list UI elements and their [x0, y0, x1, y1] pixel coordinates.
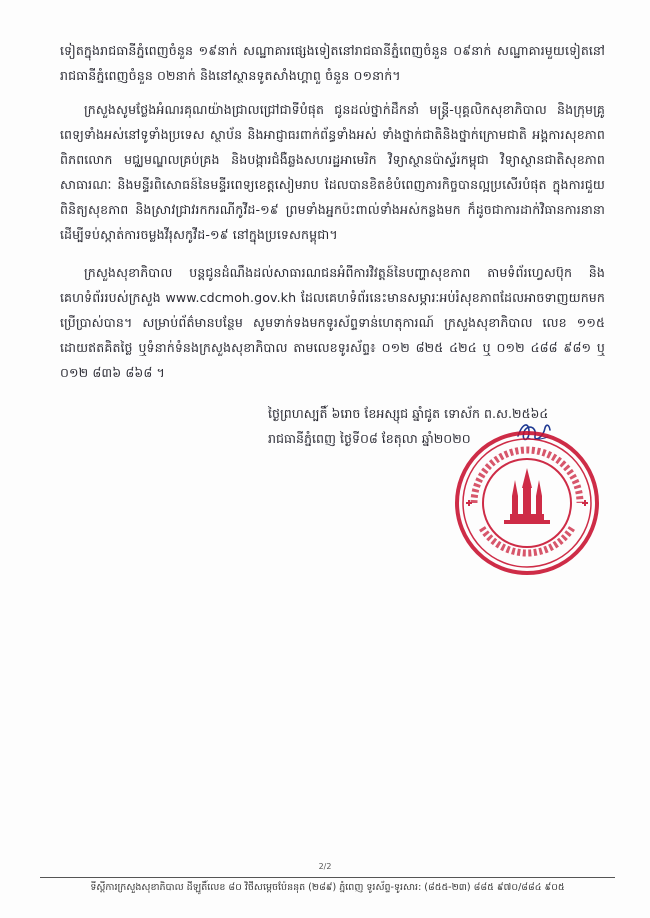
lunar-date: ថ្ងៃព្រហស្បតិ៍ ៦រោច ខែអស្សុជ ឆ្នាំជូត ទោស័ក ព.ស.២៥៦៤ [268, 406, 549, 421]
ministry-seal-icon [452, 428, 602, 578]
paragraph-contact-info: ក្រសួងសុខាភិបាល បន្តជូនដំណឹងដល់សាធារណជនអំពីការវិវត្តន៍នៃបញ្ហាសុខភាព តាមទំព័រហ្វេសប៊ុក និងគេហទំព័ររបស់ក្រសួង www.cdcmoh.gov.kh ដែលគេហទំព័រនេះមានសម្ភារៈអប់រំសុខភាពដែលអាចទាញយកមកប្រើប្រាស់បាន។ សម្រាប់ព័ត៌មានបន្ថែម សូមទាក់ទងមកទូរស័ព្ទទាន់ហេតុការណ៍ ក្រសួងសុខាភិបាល លេខ ១១៥ ដោយឥតគិតថ្លៃ ឬទំនាក់ទំនងក្រសួងសុខាភិបាល តាមលេខទូរស័ព្ទ៖ ០១២ ៨២៥ ៤២៤ ឬ ០១២ ៤៨៨ ៩៨១ ឬ ០១២ ៨៣៦ ៨៦៨ ។ [60, 265, 605, 380]
paragraph-hotel-cases: ទៀតក្នុងរាជធានីភ្នំពេញចំនួន ១៩នាក់ សណ្ឋាគារផ្សេងទៀតនៅរាជធានីភ្នំពេញចំនួន ០៩នាក់ សណ្ឋាគារមួយទៀតនៅរាជធានីភ្នំពេញចំនួន ០២នាក់ និងនៅស្ថានទូតសាំងហ្គាពួ ចំនួន ០១នាក់។ [60, 43, 605, 83]
paragraph-acknowledgement: ក្រសួងសូមថ្លែងអំណរគុណយ៉ាងជ្រាលជ្រៅជាទីបំផុត ជូនដល់ថ្នាក់ដឹកនាំ មន្ត្រី-បុគ្គលិកសុខាភិបាល និងក្រុមគ្រូពេទ្យទាំងអស់នៅទូទាំងប្រទេស ស្ថាប័ន និងអាជ្ញាធរពាក់ព័ន្ធទាំងអស់ ទាំងថ្នាក់ជាតិនិងថ្នាក់ក្រោមជាតិ អង្គការសុខភាពពិភពលោក មជ្ឈមណ្ឌលគ្រប់គ្រង និងបង្ការជំងឺឆ្លងសហរដ្ឋអាមេរិក វិទ្យាស្ថានប៉ាស្ទ័រកម្ពុជា វិទ្យាស្ថានជាតិសុខភាពសាធារណៈ និងមន្ទីរពិសោធន៍នៃមន្ទីរពេទ្យខេត្តសៀមរាប ដែលបានខិតខំបំពេញភារកិច្ចបានល្អប្រសើរបំផុត ក្នុងការជួយពិនិត្យសុខភាព និងស្រាវជ្រាវរកករណីកូវីដ-១៩ ព្រមទាំងអ្នកប៉ះពាល់ទាំងអស់កន្លងមក ក៏ដូចជាការដាក់វិធានការនានា ដើម្បីទប់ស្កាត់ការចម្លងវីរុសកូវីដ-១៩ នៅក្នុងប្រទេសកម្ពុជា។ [60, 102, 605, 242]
page-number: 2/2 [318, 862, 332, 871]
solar-date-location: រាជធានីភ្នំពេញ ថ្ងៃទី០៨ ខែតុលា ឆ្នាំ២០២០ [268, 431, 471, 446]
footer-divider [40, 877, 615, 878]
footer-address: ទីស្តីការក្រសួងសុខាភិបាល ដីឡូតិ៍លេខ ៨០ វិថីសម្តេចប៉ែននុត (២៨៩) ភ្នំពេញ ទូរស័ព្ទ-ទូរសារ: (៨៥៥-២៣) ៨៨៥ ៩៧០/៨៨៤ ៩០៥ [90, 882, 565, 893]
